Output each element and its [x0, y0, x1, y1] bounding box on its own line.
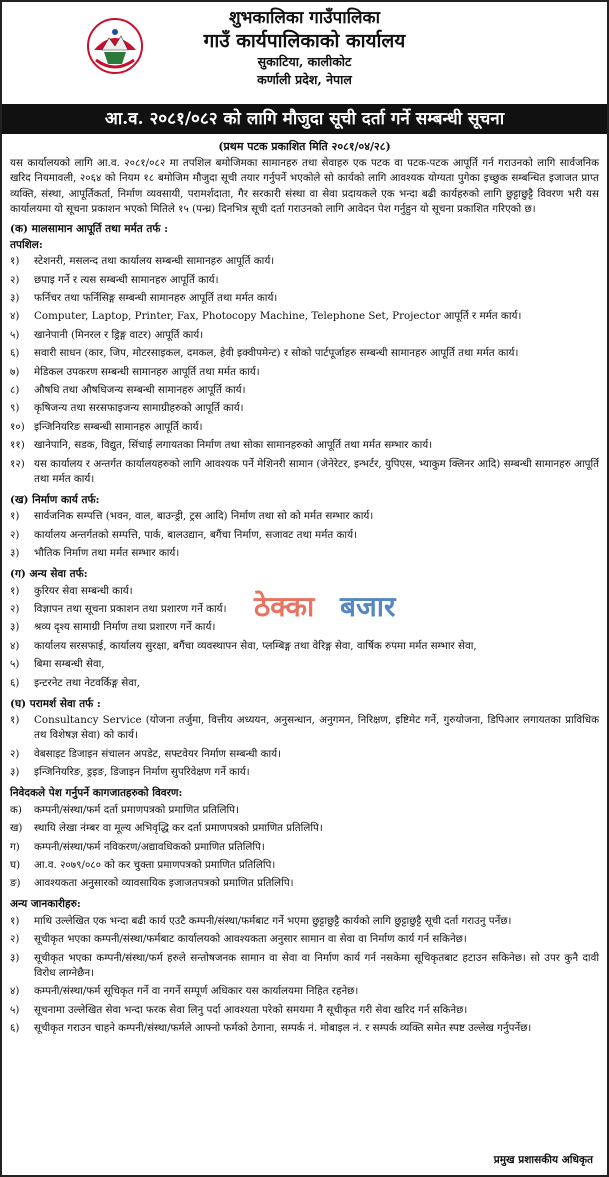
section-heading-ka: (क) मालसामान आपूर्ति तथा मर्मत तर्फ :: [10, 222, 169, 235]
list-item-text: खानेपानि, सडक, विद्युत, सिंचाई लगायतका निर्माण तथा सोका सामानहरुको आपूर्ति तथा मर्मत सम्भार कार्य।: [34, 439, 433, 452]
list-item: [10, 455, 599, 489]
list-item-number: ४): [10, 310, 20, 323]
office-name: गाउँ कार्यपालिकाको कार्यालय: [203, 30, 406, 52]
list-item-text: यस कार्यालय र अन्तर्गत कार्यालयहरुको लागि आवश्यक पर्ने मेशिनरी सामान (जेनेरेटर, इन्भर्टर, युपिएस, भ्याकुम क्लिनर आदि) सम्बन्धी सामानहरु आपूर्ति तथा मर्मत कार्य।: [34, 457, 599, 485]
list-item-number: ४): [10, 639, 20, 652]
list-item: [10, 1001, 599, 1019]
list-item-text: विज्ञापन तथा सूचना प्रकाशन तथा प्रशारण गर्ने कार्य।: [34, 603, 227, 616]
list-item: [10, 363, 599, 381]
list-item-text: बिमा सम्बन्धी सेवा,: [34, 658, 105, 671]
list-item: [10, 856, 599, 874]
list-item-number: ३): [10, 621, 20, 634]
list-item-number: क): [10, 803, 22, 816]
list-item: [10, 400, 599, 418]
list-item-number: ख): [10, 822, 23, 835]
list-item-text: फर्निचर तथा फर्निसिङ्ग सम्बन्धी सामानहरु आपूर्ति तथा मर्मत कार्य।: [34, 291, 278, 304]
list-item: [10, 526, 599, 544]
watermark-text-part1: ठेक्का: [254, 590, 315, 623]
list-item-text: मेडिकल उपकरण सम्बन्धी सामानहरु आपूर्ति तथा मर्मत कार्य।: [34, 365, 260, 378]
list-item: [10, 381, 599, 399]
list-item-text: खानेपानी (मिनरल र ड्रिङ्ग वाटर) आपूर्ति कार्य।: [34, 328, 204, 341]
list-item: [10, 418, 599, 436]
list-item: [10, 983, 599, 1001]
list-item-number: ८): [10, 383, 20, 396]
list-item-text: इन्टरनेट तथा नेटवर्किङ्ग सेवा,: [34, 676, 140, 689]
list-item-text: Computer, Laptop, Printer, Fax, Photocopy Machine, Telephone Set, Projector आपूर्ति र मर्मत कार्य।: [34, 310, 522, 323]
list-item-number: २): [10, 933, 20, 946]
list-item-number: ६): [10, 347, 20, 360]
list-documents: [10, 801, 599, 893]
list-item-text: सवारी साधन (कार, जिप, मोटरसाइकल, दमकल, हेवी इक्वीपमेन्ट) र सोको पार्टपूर्जाहरु सम्बन्धी सामानहरु आपूर्ति तथा मर्मत कार्य।: [34, 347, 519, 360]
list-item-text: सार्वजनिक सम्पत्ति (भवन, वाल, बाउन्ड्री, ट्रस आदि) निर्माण तथा सो को मर्मत सम्भार कार्य।: [34, 510, 374, 523]
list-item-text: सूचीकृत गराउन चाहने कम्पनी/संस्था/फर्मले आफ्नो फर्मको ठेगाना, सम्पर्क नं. मोबाइल नं. र सम्पर्क व्यक्ति समेत स्पष्ट उल्लेख गर्नुपर्नेछ।: [34, 1022, 532, 1035]
list-item-number: १): [10, 914, 20, 927]
section-heading-kha: (ख) निर्माण कार्य तर्फ:: [10, 493, 100, 506]
list-item-text: भौतिक निर्माण तथा मर्मत सम्भार कार्य।: [34, 547, 180, 560]
list-item-text: कम्पनी/संस्था/फर्म नविकरण/अद्यावधिकको प्रमाणित प्रतिलिपि।: [34, 840, 265, 853]
list-item: [10, 326, 599, 344]
list-item-text: औषधि तथा औषधिजन्य सम्बन्धी सामानहरु आपूर्ति कार्य।: [34, 383, 246, 396]
section-heading-gha: (घ) परामर्श सेवा तर्फ :: [10, 697, 101, 710]
office-header: [10, 2, 599, 102]
publish-date: (प्रथम पटक प्रकाशित मिति २०८१/०४/२८): [218, 140, 391, 153]
office-province: कर्णाली प्रदेश, नेपाल: [257, 72, 352, 87]
thekka-bazar-watermark-logo: [252, 582, 422, 626]
intro-paragraph: यस कार्यालयको लागि आ.व. २०८१/०८२ मा तपशिल बमोजिमका सामानहरु तथा सेवाहरु एक पटक वा पटक-पटक आपूर्ति गर्न गराउनको लागि सार्वजनिक खरिद नियमावली, २०६४ को नियम १८ बमोजिम मौजुदा सूची तयार गर्नुपर्ने भएकोले सो कार्यको लागि आवश्यक योग्यता पुगेका इच्छुक सम्बन्धित इजाजत प्राप्त व्यक्ति, संस्था, आपूर्तिकर्ता, निर्माण व्यवसायी, परामर्शदाता, गैर सरकारी संस्था वा सेवा प्रदायकले एक भन्दा बढी कार्यहरुको लागि छुट्टाछुट्टै विवरण भरी यस कार्यालयमा यो सूचना प्रकाशन भएको मितिले १५ (पन्ध्र) दिनभित्र सूची दर्ता गराउनको लागि आवेदन पेश गर्नुहुन यो सूचना प्रकाशित गरिएको छ।: [10, 157, 599, 216]
municipality-name: शुभकालिका गाउँपालिका: [228, 8, 380, 28]
list-item-number: २): [10, 603, 20, 616]
list-item: [10, 875, 599, 893]
list-item: [10, 764, 599, 782]
list-item-text: इन्जिनियरिङ, ड्रइङ, डिजाइन निर्माण सुपरिवेक्षण गर्ने कार्य।: [34, 766, 250, 779]
documents-heading: निवेदकले पेश गर्नुपर्ने कागजातहरुको विवरण:: [10, 787, 183, 800]
list-item-text: आ.व. २०७९/०८० को कर चुक्ता प्रमाणपत्रको प्रमाणित प्रतिलिपि।: [34, 858, 276, 871]
list-item: [10, 271, 599, 289]
section-subheading-ka: तपशिल:: [10, 238, 43, 251]
list-item-text: माथि उल्लेखित एक भन्दा बढी कार्य एउटै कम्पनी/संस्था/फर्मबाट गर्ने भएमा छुट्टाछुट्टै कार्यको लागि छुट्टाछुट्टै सूची दर्ता गराउनु पर्नेछ।: [34, 914, 512, 927]
list-item-number: २): [10, 747, 20, 760]
list-item-text: कम्पनी/संस्था/फर्म सूचिकृत गर्ने वा नगर्ने सम्पूर्ण अधिकार यस कार्यालयमा निहित रहनेछ।: [34, 985, 359, 998]
nepal-emblem-icon: [84, 16, 146, 76]
list-item-number: ३): [10, 951, 20, 964]
list-item-number: ३): [10, 766, 20, 779]
list-item-text: कुरियर सेवा सम्बन्धी कार्य।: [34, 584, 133, 597]
list-item: [10, 801, 599, 819]
list-item-number: ११): [10, 439, 25, 452]
list-item-number: ३): [10, 291, 20, 304]
list-item: [10, 712, 599, 746]
list-item: [10, 931, 599, 949]
list-item-text: इन्जिनियरिङ सम्बन्धी सामानहरु आपूर्ति कार्य।: [34, 420, 203, 433]
list-item-number: १): [10, 255, 20, 268]
section-heading-ga: (ग) अन्य सेवा तर्फ:: [10, 568, 88, 581]
list-item: [10, 949, 599, 983]
list-item-text: सूचनामा उल्लेखित सेवा भन्दा फरक सेवा लिनु पर्दा आवश्यता परेको समयमा नै सूचीकृत गरी सेवा खरिद गर्न सकिनेछ।: [34, 1003, 468, 1016]
list-item-number: ङ): [10, 877, 21, 890]
list-item-text: छपाइ गर्ने र त्यस सम्बन्धी सामानहरु आपूर्ति कार्य।: [34, 273, 219, 286]
list-item-number: ९): [10, 402, 20, 415]
list-item-number: ४): [10, 985, 20, 998]
list-item: [10, 508, 599, 526]
list-gha: [10, 712, 599, 783]
list-item-text: आवश्यकता अनुसारको व्यावसायिक इजाजतपत्रको प्रमाणित प्रतिलिपि।: [34, 877, 294, 890]
list-item: [10, 656, 599, 674]
list-item-number: १०): [10, 420, 25, 433]
list-item: [10, 308, 599, 326]
list-item-number: ५): [10, 328, 20, 341]
list-item-number: घ): [10, 858, 21, 871]
list-item: [10, 745, 599, 763]
watermark-text-part2: बजार: [340, 590, 396, 623]
list-item-text: सूचीकृत भएका कम्पनी/संस्था/फर्म हरुले सन्तोषजनक सामान वा सेवा वा निर्माण कार्य गर्न नसकेमा सूचिकृतबाट हटाउन सकिनेछ। सो उपर कुनै दावी विरोध लाग्नेछैन।: [34, 951, 599, 979]
list-item: [10, 912, 599, 930]
list-item-text: कम्पनी/संस्था/फर्म दर्ता प्रमाणपत्रको प्रमाणित प्रतिलिपि।: [34, 803, 239, 816]
list-item-number: ३): [10, 547, 20, 560]
list-item-number: २): [10, 273, 20, 286]
list-kha: [10, 508, 599, 563]
list-item-number: ६): [10, 1022, 20, 1035]
office-address: सुकाटिया, कालीकोट: [257, 54, 352, 69]
signature-title: प्रमुख प्रशासकीय अधिकृत: [493, 1154, 593, 1166]
list-item-text: कार्यालय सरसफाई, कार्यालय सुरक्षा, बगैंचा व्यवस्थापन सेवा, प्लम्बिङ्ग तथा वेरिङ्ग सेवा, वार्षिक रुपमा मर्मत सम्भार सेवा,: [34, 639, 477, 652]
list-item-text: स्थायि लेखा नंम्बर वा मूल्य अभिवृद्धि कर दर्ता प्रमाणपत्रको प्रमाणित प्रतिलिपि।: [34, 822, 323, 835]
list-item-number: १): [10, 584, 20, 597]
list-item: [10, 437, 599, 455]
notice-title: आ.व. २०८१/०८२ को लागि मौजुदा सूची दर्ता गर्ने सम्बन्धी सूचना: [2, 104, 607, 134]
list-item-text: Consultancy Service (योजना तर्जुमा, वित्तीय अध्ययन, अनुसन्धान, अनुगमन, निरिक्षण, इष्टिमेट गर्ने, गुरुयोजना, डिपिआर लगायतका प्राविधिक तथ विशेषज्ञ सेवा) को कार्य।: [34, 714, 599, 742]
list-item-number: १): [10, 714, 20, 727]
list-item-number: ५): [10, 658, 20, 671]
list-item-number: ६): [10, 676, 20, 689]
list-item-text: कृषिजन्य तथा सरसफाइजन्य सामाग्रीहरुको आपूर्ति कार्य।: [34, 402, 244, 415]
list-item-number: ७): [10, 365, 20, 378]
list-item-number: २): [10, 528, 20, 541]
list-other-info: [10, 912, 599, 1038]
list-item-number: १२): [10, 457, 25, 470]
list-item: [10, 545, 599, 563]
list-item: [10, 1020, 599, 1038]
list-item: [10, 253, 599, 271]
list-item-text: श्रव्य दृश्य सामाग्री निर्माण तथा प्रशारण गर्ने कार्य।: [34, 621, 216, 634]
other-info-heading: अन्य जानकारीहरु:: [10, 898, 81, 911]
list-item-number: ५): [10, 1003, 20, 1016]
list-item: [10, 637, 599, 655]
list-ka: [10, 253, 599, 489]
list-item: [10, 345, 599, 363]
list-item-number: १): [10, 510, 20, 523]
list-item: [10, 674, 599, 692]
list-item: [10, 838, 599, 856]
list-item-text: स्टेशनरी, मसलन्द तथा कार्यालय सम्बन्धी सामानहरु आपूर्ति कार्य।: [34, 255, 275, 268]
list-item-text: कार्यालय अन्तर्गतको सम्पत्ति, पार्क, बालउद्यान, बगैंचा निर्माण, सजावट तथा मर्मत कार्य।: [34, 528, 357, 541]
list-item-text: सूचीकृत भएका कम्पनी/संस्था/फर्मबाट कार्यालयको आवश्यकता अनुसार सामान वा सेवा वा निर्माण कार्य गर्न सकिनेछ।: [34, 933, 467, 946]
list-item-number: ग): [10, 840, 20, 853]
list-item-text: वेबसाइट डिजाइन संचालन अपडेट, सफ्टवेयर निर्माण सम्बन्धी कार्य।: [34, 747, 282, 760]
list-item: [10, 820, 599, 838]
list-item: [10, 289, 599, 307]
